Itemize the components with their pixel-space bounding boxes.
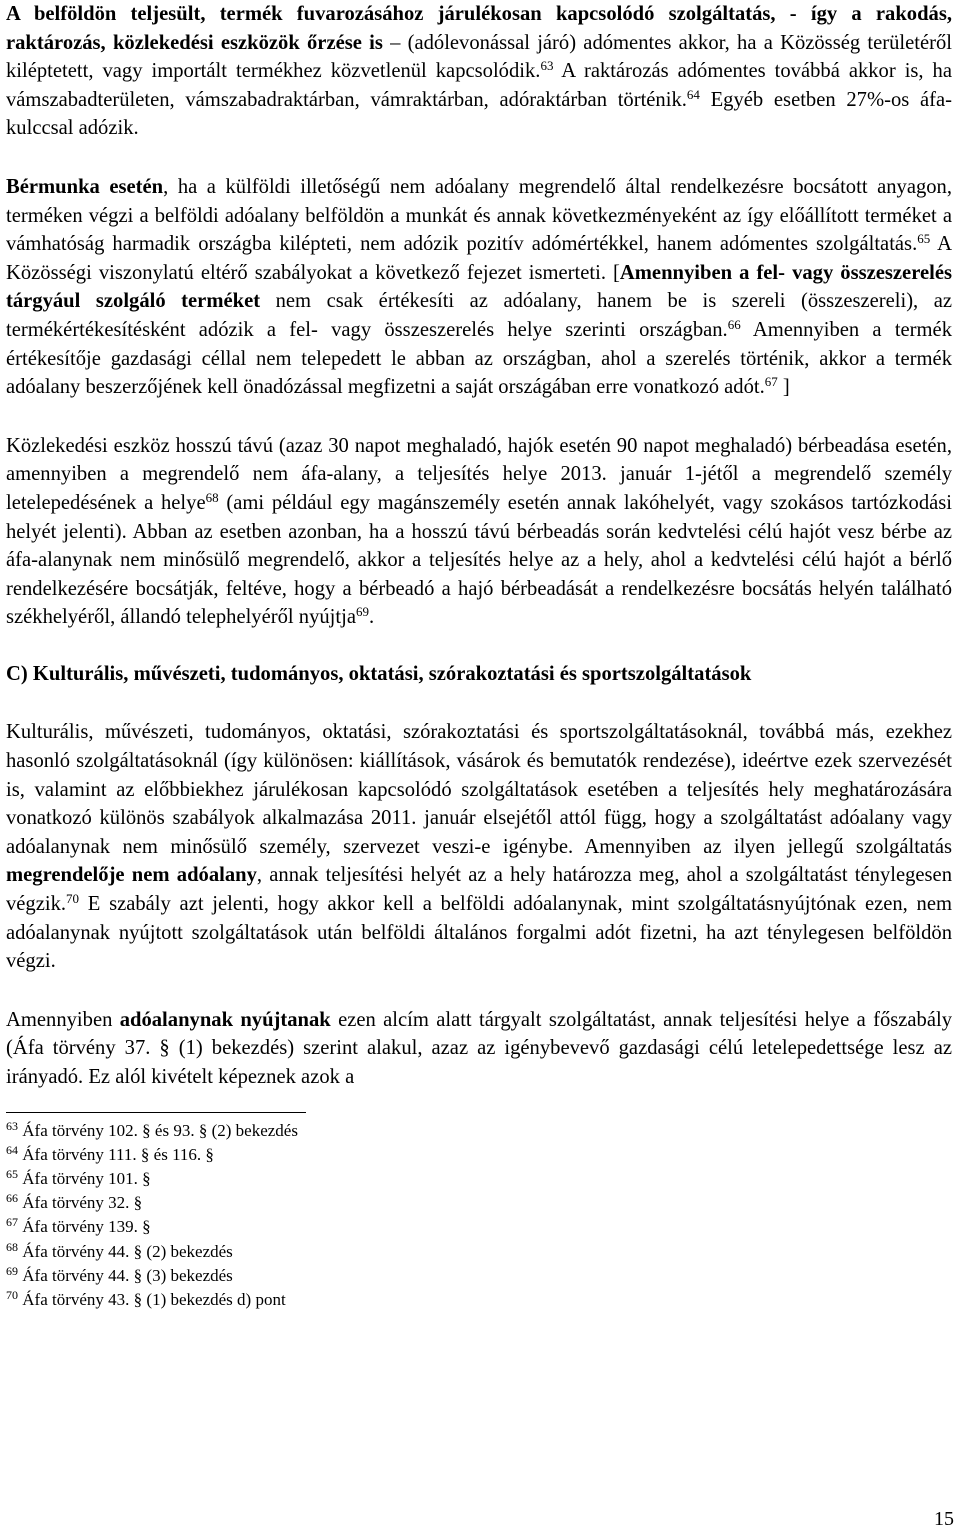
text-run: ezen alcím alatt tárgyalt szolgáltatást, annak teljesítési helye a főszabály (Áfa törvény 37. § (1) bekezdés) szerint alakul, azaz az igénybevevő gazdasági célú letelepedettsége lesz az irányadó. Ez alól kivételt képeznek azok a	[6, 1008, 952, 1088]
footnote-number: 66	[6, 1191, 18, 1206]
footnote-ref[interactable]: 65	[917, 231, 931, 247]
text-run: Amennyiben a termék értékesítője gazdasági céllal nem telepedett le abban az országban, ahol a szerelés történik, akkor a termék adóalany beszerzőjének kell önadózással megfizetni a saját országában erre vonatkozó adót.	[6, 318, 952, 399]
text-run: (ami például egy magánszemély esetén annak lakóhelyét, vagy szokásos tartózkodási helyét jelenti). Abban az esetben azonban, ha a hosszú távú bérbeadás során kedvtelési célú hajót vesz bérbe az áfa-alanynak nem minősülő megrendelő, akkor a teljesítés helye az a hely, ahol a kedvtelési célú hajót a bérlő rendelkezésére bocsátják, feltéve, hogy a bérbeadó a hajó bérbeadását a rendelkezésre bocsátás helyén található székhelyéről, állandó telephelyéről nyújtja	[6, 491, 952, 629]
bold-phrase: Amennyiben a fel- vagy összeszerelés tárgyául szolgáló terméket	[6, 261, 952, 313]
footnote-number: 67	[6, 1215, 18, 1230]
footnote-number: 65	[6, 1167, 18, 1181]
footnote-item	[6, 1167, 952, 1191]
text-run: Kulturális, művészeti, tudományos, oktatási, szórakoztatási és sportszolgáltatásoknál, továbbá más, ezekhez hasonló szolgáltatásoknál (így különösen: kiállítások, vásárok és bemutatók rendezése), ideértve ezek szervezését is, valamint az előbbiekhez járulékosan kapcsolódó szolgáltatások esetében a teljesítés hely meghatározására vonatkozó különös szabályok alkalmazása 2011. január elsejétől attól függ, hogy a szolgáltatást adóalany vagy adóalanynak nem minősülő személy, szervezet veszi-e igénybe. Amennyiben az ilyen jellegű szolgáltatás	[6, 721, 952, 858]
footnote-item	[6, 1288, 952, 1312]
bold-phrase: Bérmunka esetén	[6, 175, 164, 198]
footnote-number: 69	[6, 1263, 18, 1278]
footnote-text: Áfa törvény 101. §	[22, 1169, 151, 1188]
footnote-text: Áfa törvény 44. § (2) bekezdés	[22, 1241, 233, 1261]
text-run: A raktározás adómentes továbbá akkor is, ha vámszabadterületen, vámszabadraktárban, vámraktárban, adóraktárban történik.	[6, 60, 952, 111]
paragraph-taxable-recipient	[6, 1006, 952, 1092]
footnote-item	[6, 1143, 952, 1167]
paragraph-cultural-services	[6, 718, 952, 975]
text-run: nem csak értékesíti az adóalany, hanem be is szereli (összeszereli), az termékértékesítésként adózik a fel- vagy összeszerelés helye szerinti országban.	[6, 290, 952, 341]
footnote-item	[6, 1215, 952, 1239]
text-run: Közlekedési eszköz hosszú távú (azaz 30 napot meghaladó, hajók esetén 90 napot meghaladó) bérbeadása esetén, amennyiben a megrendelő nem áfa-alany, a teljesítés helye 2013. január 1-jétől a megrendelő személy letelepedésének a helye	[6, 434, 952, 514]
footnote-text: Áfa törvény 44. § (3) bekezdés	[22, 1265, 233, 1285]
footnote-ref[interactable]: 63	[540, 58, 554, 74]
footnote-item	[6, 1240, 952, 1264]
footnotes-list	[6, 1119, 952, 1313]
footnote-text: Áfa törvény 43. § (1) bekezdés d) pont	[22, 1290, 286, 1310]
footnote-ref[interactable]: 66	[727, 316, 741, 332]
footnote-text: Áfa törvény 32. §	[22, 1193, 143, 1213]
footnote-ref[interactable]: 69	[355, 604, 369, 620]
text-run: Egyéb esetben 27%-os áfa-kulccsal adózik.	[6, 88, 952, 140]
footnote-text: Áfa törvény 111. § és 116. §	[22, 1144, 214, 1164]
text-run: E szabály azt jelenti, hogy akkor kell a belföldi adóalanynak, mint szolgáltatásnyújtónak ezen, nem adóalanynak nyújtott szolgáltatások után belföldi általános forgalmi adót fizetni, ha azt ténylegesen belföldön végzi.	[6, 893, 952, 973]
paragraph-vehicle-rental	[6, 432, 952, 632]
footnote-item	[6, 1264, 952, 1288]
footnote-number: 64	[6, 1142, 18, 1157]
footnote-divider	[6, 1112, 306, 1113]
bold-phrase: adóalanynak nyújtanak	[119, 1008, 331, 1031]
footnote-item	[6, 1119, 952, 1143]
text-run: , ha a külföldi illetőségű nem adóalany megrendelő által rendelkezésre bocsátott anyagon, terméken végzi a belföldi adóalany belföldön a munkát és annak következményeként az így előállított terméket a vámhatóság harmadik országba kilépteti, nem adózik pozitív adómértékkel, hanem adómentes szolgáltatás.	[6, 175, 952, 256]
footnote-ref[interactable]: 64	[686, 86, 700, 102]
text-run: – (adólevonással járó) adómentes akkor, ha a Közösség területéről kiléptetett, vagy importált termékhez közvetlenül kapcsolódik.	[6, 31, 952, 83]
footnote-ref[interactable]: 68	[205, 489, 219, 505]
footnote-number: 63	[6, 1118, 18, 1133]
footnote-number: 68	[6, 1239, 18, 1254]
footnote-text: Áfa törvény 102. § és 93. § (2) bekezdés	[22, 1120, 298, 1140]
footnote-number: 70	[6, 1288, 18, 1303]
footnote-item	[6, 1191, 952, 1215]
page-number: 15	[934, 1508, 954, 1530]
bold-phrase: A belföldön teljesült, termék fuvarozásához járulékosan kapcsolódó szolgáltatás, - így a rakodás, raktározás, közlekedési eszközök őrzése is	[6, 3, 952, 54]
paragraph-contract-work	[6, 173, 952, 402]
footnote-text: Áfa törvény 139. §	[22, 1217, 151, 1237]
text-run: .	[368, 606, 375, 629]
text-run: Amennyiben	[6, 1008, 120, 1031]
paragraph-transport-services	[6, 0, 952, 143]
bold-phrase: megrendelője nem adóalany	[6, 864, 257, 887]
footnote-ref[interactable]: 70	[66, 891, 80, 907]
footnote-ref[interactable]: 67	[764, 374, 778, 390]
text-run: A Közösségi viszonylatú eltérő szabályokat a következő fejezet ismerteti. [	[6, 233, 953, 284]
text-run: , annak teljesítési helyét az a hely határozza meg, ahol a szolgáltatást ténylegesen végzik.	[6, 864, 952, 916]
section-heading: C) Kulturális, művészeti, tudományos, oktatási, szórakoztatási és sportszolgáltatások	[6, 662, 752, 685]
text-run: ]	[777, 376, 790, 399]
